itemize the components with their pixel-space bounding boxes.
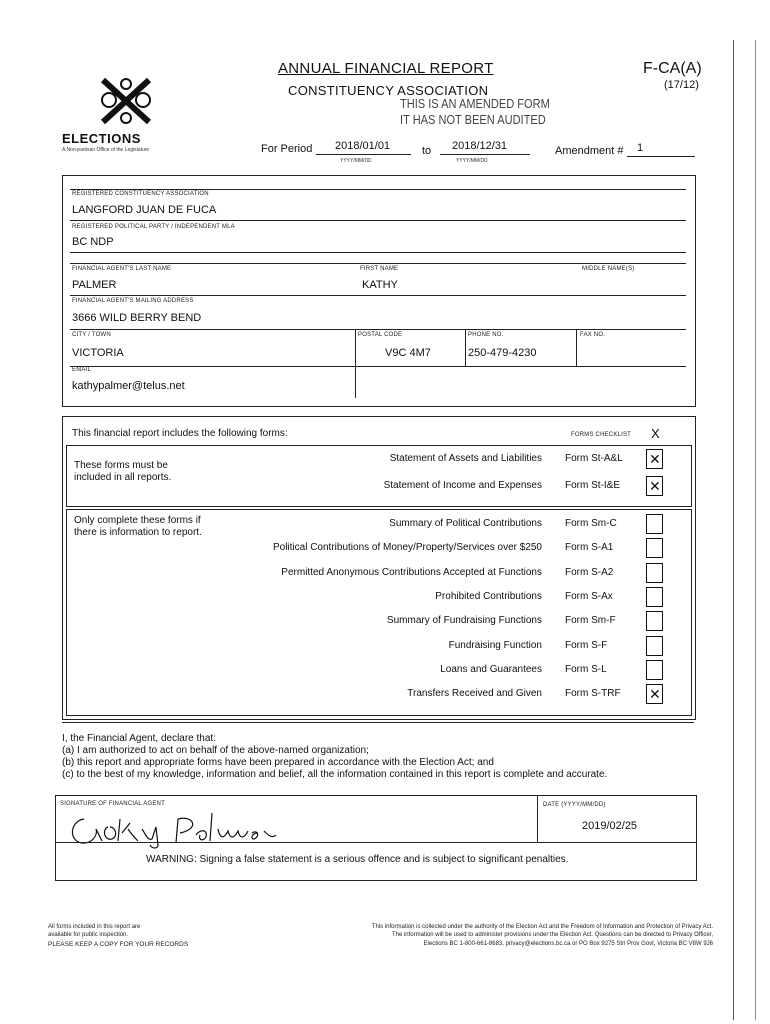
footer-right-1: This information is collected under the authority of the Election Act and the Freedom of Information and Protection of Privacy Act.: [371, 924, 713, 930]
scan-edge-line: [733, 40, 734, 1020]
forms-intro: This financial report includes the following forms:: [72, 428, 288, 439]
rule: [70, 366, 686, 367]
form-name: Statement of Assets and Liabilities: [389, 453, 542, 464]
form-checkbox[interactable]: [646, 611, 663, 631]
optional-note-2: there is information to report.: [74, 527, 202, 538]
rule: [70, 295, 686, 296]
required-note-1: These forms must be: [74, 460, 168, 471]
declaration-intro: I, the Financial Agent, declare that:: [62, 733, 216, 744]
rule: [70, 189, 686, 190]
scan-edge-line: [755, 40, 756, 1020]
amended-stamp-line-2: IT HAS NOT BEEN AUDITED: [400, 112, 546, 127]
amendment-label: Amendment #: [555, 145, 624, 157]
last-name-label: FINANCIAL AGENT'S LAST NAME: [72, 266, 172, 272]
footer-right-3: Elections BC 1-800-661-8683, privacy@elections.bc.ca or PO Box 9275 Stn Prov Govt, Victoria BC V8W 9J6: [423, 941, 713, 947]
party-value: BC NDP: [72, 236, 114, 248]
warning-text: WARNING: Signing a false statement is a serious offence and is subject to significant penalties.: [146, 854, 569, 865]
form-checkbox[interactable]: [646, 636, 663, 656]
amended-stamp-line-1: THIS IS AN AMENDED FORM: [400, 96, 550, 111]
handwritten-signature: [62, 799, 302, 854]
rule: [355, 366, 356, 398]
logo-wordmark: ELECTIONS: [62, 131, 141, 146]
form-code-label: Form S-A2: [565, 566, 614, 578]
date-label: DATE (YYYY/MM/DD): [543, 802, 606, 808]
form-code-label: Form S-A1: [565, 542, 614, 554]
city-label: CITY / TOWN: [72, 332, 111, 338]
rule: [465, 329, 466, 367]
report-subtitle: CONSTITUENCY ASSOCIATION: [288, 83, 489, 98]
form-name: Summary of Political Contributions: [389, 518, 542, 529]
form-checkbox[interactable]: [646, 563, 663, 583]
amendment-line: [627, 156, 695, 157]
address-label: FINANCIAL AGENT'S MAILING ADDRESS: [72, 298, 194, 304]
elections-bc-logo: [95, 76, 157, 126]
postal-code-label: POSTAL CODE: [358, 332, 403, 338]
footer-left-2: available for public inspection.: [48, 932, 129, 938]
form-checkbox[interactable]: [646, 514, 663, 534]
form-checkbox[interactable]: [646, 449, 663, 469]
period-from-line: [316, 154, 411, 155]
period-to: 2018/12/31: [452, 140, 508, 152]
declaration-a: (a) I am authorized to act on behalf of the above-named organization;: [62, 745, 369, 756]
rule: [70, 220, 686, 221]
postal-code-value: V9C 4M7: [385, 347, 431, 359]
phone-label: PHONE NO.: [468, 332, 504, 338]
logo-subtitle: A Non-partisan Office of the Legislature: [62, 147, 150, 153]
period-from: 2018/01/01: [335, 140, 391, 152]
form-name: Statement of Income and Expenses: [383, 480, 542, 491]
form-code-label: Form St-I&E: [565, 480, 621, 491]
form-checkbox[interactable]: [646, 587, 663, 607]
form-name: Loans and Guarantees: [440, 663, 542, 675]
optional-note-1: Only complete these forms if: [74, 515, 201, 526]
rule: [576, 329, 577, 367]
period-to-line: [440, 154, 530, 155]
signature-label: SIGNATURE OF FINANCIAL AGENT: [60, 801, 165, 807]
association-value: LANGFORD JUAN DE FUCA: [72, 204, 217, 216]
rule: [55, 842, 696, 843]
association-label: REGISTERED CONSTITUENCY ASSOCIATION: [72, 191, 209, 197]
rule: [537, 795, 538, 842]
rule: [70, 252, 686, 253]
footer-left-1: All forms included in this report are: [48, 924, 141, 930]
form-name: Transfers Received and Given: [407, 688, 542, 700]
city-value: VICTORIA: [72, 347, 124, 359]
last-name-value: PALMER: [72, 279, 117, 291]
fax-label: FAX NO.: [580, 332, 606, 338]
form-code-label: Form S-Ax: [565, 590, 613, 602]
form-checkbox[interactable]: [646, 538, 663, 558]
required-note-2: included in all reports.: [74, 472, 172, 483]
rule: [355, 329, 356, 367]
email-value: kathypalmer@telus.net: [72, 380, 185, 392]
checklist-mark: X: [651, 426, 660, 441]
form-name: Prohibited Contributions: [435, 590, 542, 602]
address-value: 3666 WILD BERRY BEND: [72, 312, 202, 324]
period-to-label: to: [422, 145, 432, 157]
form-checkbox[interactable]: [646, 660, 663, 680]
date-value: 2019/02/25: [582, 820, 638, 832]
form-checkbox[interactable]: [646, 684, 663, 704]
middle-name-label: MIDDLE NAME(S): [582, 266, 635, 272]
form-code-label: Form S-F: [565, 639, 608, 651]
form-name: Political Contributions of Money/Property/Services over $250: [272, 542, 542, 554]
form-code-label: Form S-TRF: [565, 688, 621, 700]
rule: [70, 263, 686, 264]
report-title: ANNUAL FINANCIAL REPORT: [278, 60, 494, 77]
period-label: For Period: [261, 143, 313, 155]
period-from-hint: YYYY/MM/DD: [340, 158, 372, 164]
form-code-label: Form Sm-C: [565, 518, 617, 529]
form-version: (17/12): [664, 79, 699, 91]
footer-left-3: PLEASE KEEP A COPY FOR YOUR RECORDS: [48, 941, 189, 948]
first-name-value: KATHY: [362, 279, 398, 291]
optional-forms-group: [66, 509, 692, 716]
form-checkbox[interactable]: [646, 476, 663, 496]
amendment-value: 1: [637, 142, 644, 154]
form-code-label: Form S-L: [565, 663, 607, 675]
party-label: REGISTERED POLITICAL PARTY / INDEPENDENT MLA: [72, 224, 235, 230]
period-to-hint: YYYY/MM/DD: [456, 158, 488, 164]
form-code: F-CA(A): [643, 60, 702, 77]
checklist-label: FORMS CHECKLIST: [571, 432, 632, 438]
form-name: Summary of Fundraising Functions: [386, 615, 542, 627]
first-name-label: FIRST NAME: [360, 266, 399, 272]
email-label: EMAIL: [72, 367, 92, 373]
declaration-c: (c) to the best of my knowledge, information and belief, all the information contained in this report is complete and accurate.: [62, 769, 608, 780]
form-code-label: Form St-A&L: [565, 453, 623, 464]
phone-value: 250-479-4230: [468, 347, 537, 359]
declaration-b: (b) this report and appropriate forms have been prepared in accordance with the Election Act; and: [62, 757, 494, 768]
form-name: Permitted Anonymous Contributions Accepted at Functions: [281, 566, 542, 578]
form-code-label: Form Sm-F: [565, 615, 616, 627]
form-name: Fundraising Function: [448, 639, 542, 651]
rule: [70, 329, 686, 330]
declaration-top-rule: [62, 722, 694, 723]
footer-right-2: The information will be used to administer provisions under the Election Act. Questions can be directed to Privacy Officer,: [391, 932, 713, 938]
